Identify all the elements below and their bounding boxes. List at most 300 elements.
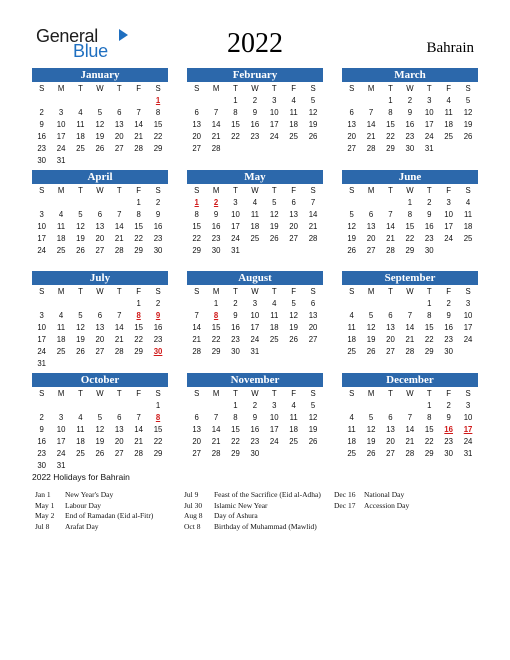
day-cell: 7 xyxy=(136,108,141,117)
day-cell: 6 xyxy=(97,210,103,219)
day-cell: 12 xyxy=(308,413,318,422)
holiday-date: Oct 8 xyxy=(184,521,201,531)
weekday-label: S xyxy=(155,186,161,195)
day-cell: 26 xyxy=(289,335,298,344)
day-cell: 22 xyxy=(424,335,434,344)
day-cell: 13 xyxy=(114,425,124,434)
holiday-item xyxy=(35,511,153,522)
day-cell: 15 xyxy=(153,425,163,434)
day-cell: 25 xyxy=(463,234,473,243)
day-cell: 7 xyxy=(136,413,141,422)
day-cell: 16 xyxy=(37,132,47,141)
day-cell: 29 xyxy=(231,449,240,458)
empty-cell xyxy=(206,400,225,412)
holiday-date: Dec 16 xyxy=(334,490,356,499)
day-cell: 23 xyxy=(211,234,221,243)
weekday-label: W xyxy=(406,84,414,93)
day-cell: 8 xyxy=(136,210,141,219)
holiday-name: Feast of the Sacrifice (Eid al-Adha) xyxy=(214,490,321,499)
month-header: April xyxy=(32,170,168,184)
holiday-day: 16 xyxy=(444,425,453,434)
day-cell: 16 xyxy=(211,222,221,231)
day-cell: 27 xyxy=(308,335,318,344)
day-cell: 17 xyxy=(463,323,473,332)
day-cell: 28 xyxy=(405,347,415,356)
day-cell: 31 xyxy=(37,359,47,368)
day-cell: 2 xyxy=(252,401,258,410)
day-cell: 28 xyxy=(211,144,221,153)
day-cell: 6 xyxy=(194,413,199,422)
day-cell: 5 xyxy=(310,96,316,105)
day-cell: 20 xyxy=(114,437,124,446)
day-cell: 31 xyxy=(250,347,260,356)
weekday-label: S xyxy=(194,186,200,195)
day-cell: 18 xyxy=(463,222,473,231)
day-cell: 14 xyxy=(308,210,318,219)
weekday-label: S xyxy=(155,84,161,93)
empty-cell xyxy=(381,298,400,310)
month-header: November xyxy=(187,373,323,387)
day-cell: 29 xyxy=(153,144,163,153)
empty-cell xyxy=(361,400,380,412)
day-cell: 8 xyxy=(407,210,413,219)
day-cell: 7 xyxy=(194,311,199,320)
day-cell: 10 xyxy=(37,323,47,332)
day-cell: 21 xyxy=(405,437,415,446)
month-header: September xyxy=(342,271,478,285)
day-cell: 29 xyxy=(192,246,202,255)
weekday-label: T xyxy=(116,186,122,195)
day-cell: 15 xyxy=(424,323,434,332)
day-cell: 23 xyxy=(250,437,260,446)
day-cell: 12 xyxy=(347,222,357,231)
empty-cell xyxy=(381,197,400,209)
weekday-label: M xyxy=(212,389,220,398)
day-cell: 9 xyxy=(213,210,219,219)
day-cell: 13 xyxy=(366,222,376,231)
day-cell: 18 xyxy=(444,120,453,129)
day-cell: 1 xyxy=(213,299,219,308)
day-cell: 25 xyxy=(250,234,260,243)
day-cell: 20 xyxy=(308,323,318,332)
weekday-label: T xyxy=(271,287,277,296)
day-cell: 19 xyxy=(463,120,473,129)
day-cell: 15 xyxy=(231,425,240,434)
weekday-label: W xyxy=(251,84,259,93)
empty-cell xyxy=(361,95,380,107)
day-cell: 19 xyxy=(366,335,376,344)
weekday-label: F xyxy=(446,186,452,195)
logo-text-general: General xyxy=(36,26,98,46)
day-cell: 18 xyxy=(76,132,85,141)
day-cell: 20 xyxy=(289,222,298,231)
day-cell: 11 xyxy=(250,210,259,219)
day-cell: 29 xyxy=(134,347,143,356)
empty-cell xyxy=(90,298,109,310)
empty-cell xyxy=(90,95,109,107)
day-cell: 22 xyxy=(192,234,202,243)
day-cell: 6 xyxy=(368,210,374,219)
day-cell: 9 xyxy=(252,108,258,117)
day-cell: 29 xyxy=(424,347,434,356)
day-cell: 28 xyxy=(366,144,376,153)
holiday-day: 8 xyxy=(213,311,219,320)
weekday-label: M xyxy=(367,186,375,195)
day-cell: 26 xyxy=(76,246,85,255)
day-cell: 30 xyxy=(444,449,453,458)
holiday-name: Accession Day xyxy=(364,500,410,510)
day-cell: 10 xyxy=(444,210,453,219)
month-may xyxy=(187,170,323,257)
holiday-day: 30 xyxy=(153,347,163,356)
holiday-day: 1 xyxy=(194,198,199,207)
day-cell: 10 xyxy=(56,120,66,129)
weekday-label: W xyxy=(251,389,259,398)
empty-cell xyxy=(90,197,109,209)
day-cell: 11 xyxy=(57,222,66,231)
holiday-date: Jul 8 xyxy=(35,521,50,531)
day-cell: 19 xyxy=(347,234,357,243)
holidays-title: 2022 Holidays for Bahrain xyxy=(32,472,130,482)
day-cell: 30 xyxy=(405,144,415,153)
weekday-label: T xyxy=(271,186,277,195)
weekday-label: S xyxy=(155,389,161,398)
empty-cell xyxy=(110,95,129,107)
holiday-day: 9 xyxy=(155,311,161,320)
day-cell: 27 xyxy=(386,347,395,356)
day-cell: 21 xyxy=(308,222,318,231)
weekday-label: F xyxy=(291,389,297,398)
day-cell: 7 xyxy=(213,413,219,422)
weekday-label: W xyxy=(96,84,104,93)
month-february xyxy=(187,68,323,155)
holiday-item xyxy=(35,522,153,533)
empty-cell xyxy=(400,298,419,310)
day-cell: 27 xyxy=(192,449,202,458)
holiday-item xyxy=(35,490,153,501)
day-cell: 22 xyxy=(134,234,143,243)
day-cell: 8 xyxy=(155,108,161,117)
day-cell: 4 xyxy=(465,198,471,207)
day-cell: 4 xyxy=(252,198,258,207)
day-cell: 14 xyxy=(134,120,143,129)
weekday-label: T xyxy=(388,186,393,195)
day-cell: 4 xyxy=(78,413,83,422)
day-cell: 26 xyxy=(366,449,376,458)
day-cell: 28 xyxy=(386,246,395,255)
day-cell: 5 xyxy=(97,413,103,422)
day-cell: 19 xyxy=(95,132,105,141)
holiday-day: 1 xyxy=(155,96,161,105)
day-cell: 5 xyxy=(78,210,83,219)
empty-cell xyxy=(342,400,361,412)
day-cell: 15 xyxy=(231,120,240,129)
day-cell: 25 xyxy=(76,449,85,458)
day-cell: 29 xyxy=(424,449,434,458)
weekday-label: T xyxy=(78,84,83,93)
day-cell: 24 xyxy=(463,335,473,344)
day-cell: 6 xyxy=(117,108,122,117)
day-cell: 6 xyxy=(194,108,199,117)
day-cell: 18 xyxy=(250,222,260,231)
day-cell: 8 xyxy=(427,413,432,422)
weekday-label: W xyxy=(406,389,414,398)
weekday-label: W xyxy=(96,287,104,296)
day-cell: 11 xyxy=(289,108,298,117)
weekday-label: F xyxy=(136,186,142,195)
empty-cell xyxy=(381,400,400,412)
holiday-date: Jul 30 xyxy=(184,500,203,510)
day-cell: 2 xyxy=(233,299,238,308)
month-days-grid xyxy=(32,286,168,370)
day-cell: 10 xyxy=(269,413,279,422)
day-cell: 21 xyxy=(386,234,395,243)
month-days-grid xyxy=(342,185,478,257)
day-cell: 26 xyxy=(366,347,376,356)
empty-cell xyxy=(71,197,90,209)
day-cell: 14 xyxy=(114,323,124,332)
month-august xyxy=(187,271,323,358)
day-cell: 11 xyxy=(444,108,453,117)
day-cell: 21 xyxy=(211,437,221,446)
day-cell: 26 xyxy=(76,347,85,356)
empty-cell xyxy=(90,400,109,412)
day-cell: 24 xyxy=(269,132,279,141)
weekday-label: M xyxy=(367,84,375,93)
empty-cell xyxy=(51,197,70,209)
holiday-name: Day of Ashura xyxy=(214,511,258,520)
day-cell: 31 xyxy=(463,449,473,458)
day-cell: 22 xyxy=(134,335,143,344)
day-cell: 20 xyxy=(366,234,376,243)
day-cell: 27 xyxy=(347,144,357,153)
day-cell: 28 xyxy=(211,449,221,458)
day-cell: 19 xyxy=(366,437,376,446)
weekday-label: F xyxy=(446,84,452,93)
day-cell: 9 xyxy=(446,413,451,422)
weekday-label: F xyxy=(446,389,452,398)
day-cell: 19 xyxy=(308,425,318,434)
month-header: January xyxy=(32,68,168,82)
month-days-grid xyxy=(187,185,323,257)
day-cell: 30 xyxy=(37,156,47,165)
weekday-label: W xyxy=(96,389,104,398)
holiday-name: New Year's Day xyxy=(65,490,114,499)
weekday-label: M xyxy=(57,287,65,296)
weekday-label: M xyxy=(367,287,375,296)
day-cell: 4 xyxy=(349,311,354,320)
month-january xyxy=(32,68,168,167)
day-cell: 11 xyxy=(347,323,356,332)
day-cell: 13 xyxy=(308,311,318,320)
empty-cell xyxy=(206,95,225,107)
day-cell: 26 xyxy=(95,144,105,153)
day-cell: 22 xyxy=(231,437,240,446)
day-cell: 21 xyxy=(134,132,143,141)
day-cell: 19 xyxy=(269,222,279,231)
day-cell: 6 xyxy=(388,311,393,320)
day-cell: 19 xyxy=(76,234,85,243)
day-cell: 5 xyxy=(368,311,374,320)
day-cell: 18 xyxy=(76,437,85,446)
day-cell: 26 xyxy=(269,234,279,243)
holiday-name: Labour Day xyxy=(65,500,102,510)
weekday-label: T xyxy=(271,84,277,93)
day-cell: 31 xyxy=(56,461,66,470)
day-cell: 23 xyxy=(153,335,163,344)
day-cell: 17 xyxy=(56,132,66,141)
empty-cell xyxy=(32,197,51,209)
weekday-label: M xyxy=(57,186,65,195)
holiday-date: Jul 9 xyxy=(184,490,199,499)
day-cell: 14 xyxy=(405,425,415,434)
day-cell: 8 xyxy=(233,413,238,422)
day-cell: 24 xyxy=(37,246,47,255)
day-cell: 22 xyxy=(153,132,163,141)
empty-cell xyxy=(51,298,70,310)
holiday-item xyxy=(35,501,153,512)
empty-cell xyxy=(32,95,51,107)
day-cell: 2 xyxy=(427,198,432,207)
weekday-label: F xyxy=(136,287,142,296)
day-cell: 7 xyxy=(213,108,219,117)
day-cell: 9 xyxy=(39,425,44,434)
day-cell: 24 xyxy=(37,347,47,356)
weekday-label: S xyxy=(310,389,316,398)
weekday-label: S xyxy=(349,84,355,93)
day-cell: 3 xyxy=(252,299,258,308)
day-cell: 30 xyxy=(250,449,260,458)
day-cell: 20 xyxy=(347,132,357,141)
day-cell: 24 xyxy=(463,437,473,446)
day-cell: 23 xyxy=(444,335,453,344)
logo-text-blue: Blue xyxy=(73,41,108,61)
day-cell: 24 xyxy=(231,234,240,243)
weekday-label: S xyxy=(310,84,316,93)
day-cell: 23 xyxy=(231,335,240,344)
day-cell: 10 xyxy=(250,311,260,320)
weekday-label: T xyxy=(388,84,393,93)
day-cell: 1 xyxy=(407,198,413,207)
day-cell: 7 xyxy=(368,108,374,117)
day-cell: 21 xyxy=(192,335,202,344)
day-cell: 14 xyxy=(114,222,124,231)
day-cell: 10 xyxy=(269,108,279,117)
day-cell: 2 xyxy=(252,96,258,105)
day-cell: 31 xyxy=(424,144,434,153)
empty-cell xyxy=(400,400,419,412)
day-cell: 5 xyxy=(78,311,83,320)
day-cell: 17 xyxy=(269,425,279,434)
weekday-label: M xyxy=(57,389,65,398)
day-cell: 10 xyxy=(37,222,47,231)
day-cell: 3 xyxy=(446,198,451,207)
day-cell: 18 xyxy=(269,323,279,332)
day-cell: 21 xyxy=(366,132,376,141)
empty-cell xyxy=(187,95,206,107)
month-header: February xyxy=(187,68,323,82)
day-cell: 14 xyxy=(366,120,376,129)
weekday-label: T xyxy=(271,389,277,398)
day-cell: 16 xyxy=(424,222,434,231)
day-cell: 18 xyxy=(347,335,357,344)
day-cell: 16 xyxy=(231,323,240,332)
day-cell: 4 xyxy=(349,413,354,422)
weekday-label: F xyxy=(291,186,297,195)
empty-cell xyxy=(110,400,129,412)
day-cell: 27 xyxy=(114,449,124,458)
weekday-label: T xyxy=(388,389,393,398)
day-cell: 14 xyxy=(405,323,415,332)
day-cell: 27 xyxy=(366,246,376,255)
day-cell: 20 xyxy=(95,335,105,344)
empty-cell xyxy=(71,400,90,412)
weekday-label: M xyxy=(212,84,220,93)
holiday-name: Islamic New Year xyxy=(214,500,268,510)
weekday-label: S xyxy=(465,186,471,195)
month-header: October xyxy=(32,373,168,387)
day-cell: 17 xyxy=(37,234,47,243)
day-cell: 4 xyxy=(291,401,296,410)
holiday-day: 2 xyxy=(213,198,219,207)
month-july xyxy=(32,271,168,370)
weekday-label: M xyxy=(212,287,220,296)
weekday-label: S xyxy=(310,186,316,195)
weekday-label: W xyxy=(251,287,259,296)
day-cell: 16 xyxy=(153,222,163,231)
holiday-name: Arafat Day xyxy=(65,521,99,531)
day-cell: 30 xyxy=(153,246,163,255)
day-cell: 21 xyxy=(114,335,124,344)
weekday-label: M xyxy=(367,389,375,398)
holiday-item xyxy=(184,511,321,522)
holiday-item xyxy=(184,490,321,501)
month-days-grid xyxy=(32,388,168,472)
day-cell: 11 xyxy=(289,413,298,422)
day-cell: 20 xyxy=(386,437,395,446)
day-cell: 6 xyxy=(117,413,122,422)
day-cell: 20 xyxy=(95,234,105,243)
day-cell: 25 xyxy=(76,144,85,153)
day-cell: 13 xyxy=(114,120,124,129)
day-cell: 17 xyxy=(444,222,453,231)
weekday-label: S xyxy=(310,287,316,296)
day-cell: 24 xyxy=(424,132,434,141)
month-days-grid xyxy=(32,83,168,167)
day-cell: 23 xyxy=(250,132,260,141)
weekday-label: T xyxy=(116,287,122,296)
day-cell: 7 xyxy=(117,311,122,320)
month-header: July xyxy=(32,271,168,285)
day-cell: 6 xyxy=(310,299,316,308)
day-cell: 21 xyxy=(134,437,143,446)
day-cell: 18 xyxy=(347,437,357,446)
day-cell: 3 xyxy=(39,311,44,320)
day-cell: 2 xyxy=(39,108,44,117)
day-cell: 5 xyxy=(272,198,277,207)
empty-cell xyxy=(129,95,148,107)
weekday-label: T xyxy=(78,287,83,296)
day-cell: 27 xyxy=(114,144,124,153)
day-cell: 31 xyxy=(231,246,240,255)
day-cell: 23 xyxy=(405,132,415,141)
day-cell: 17 xyxy=(269,120,279,129)
day-cell: 1 xyxy=(427,401,432,410)
day-cell: 6 xyxy=(388,413,393,422)
day-cell: 4 xyxy=(78,108,83,117)
day-cell: 15 xyxy=(211,323,221,332)
day-cell: 19 xyxy=(95,437,105,446)
